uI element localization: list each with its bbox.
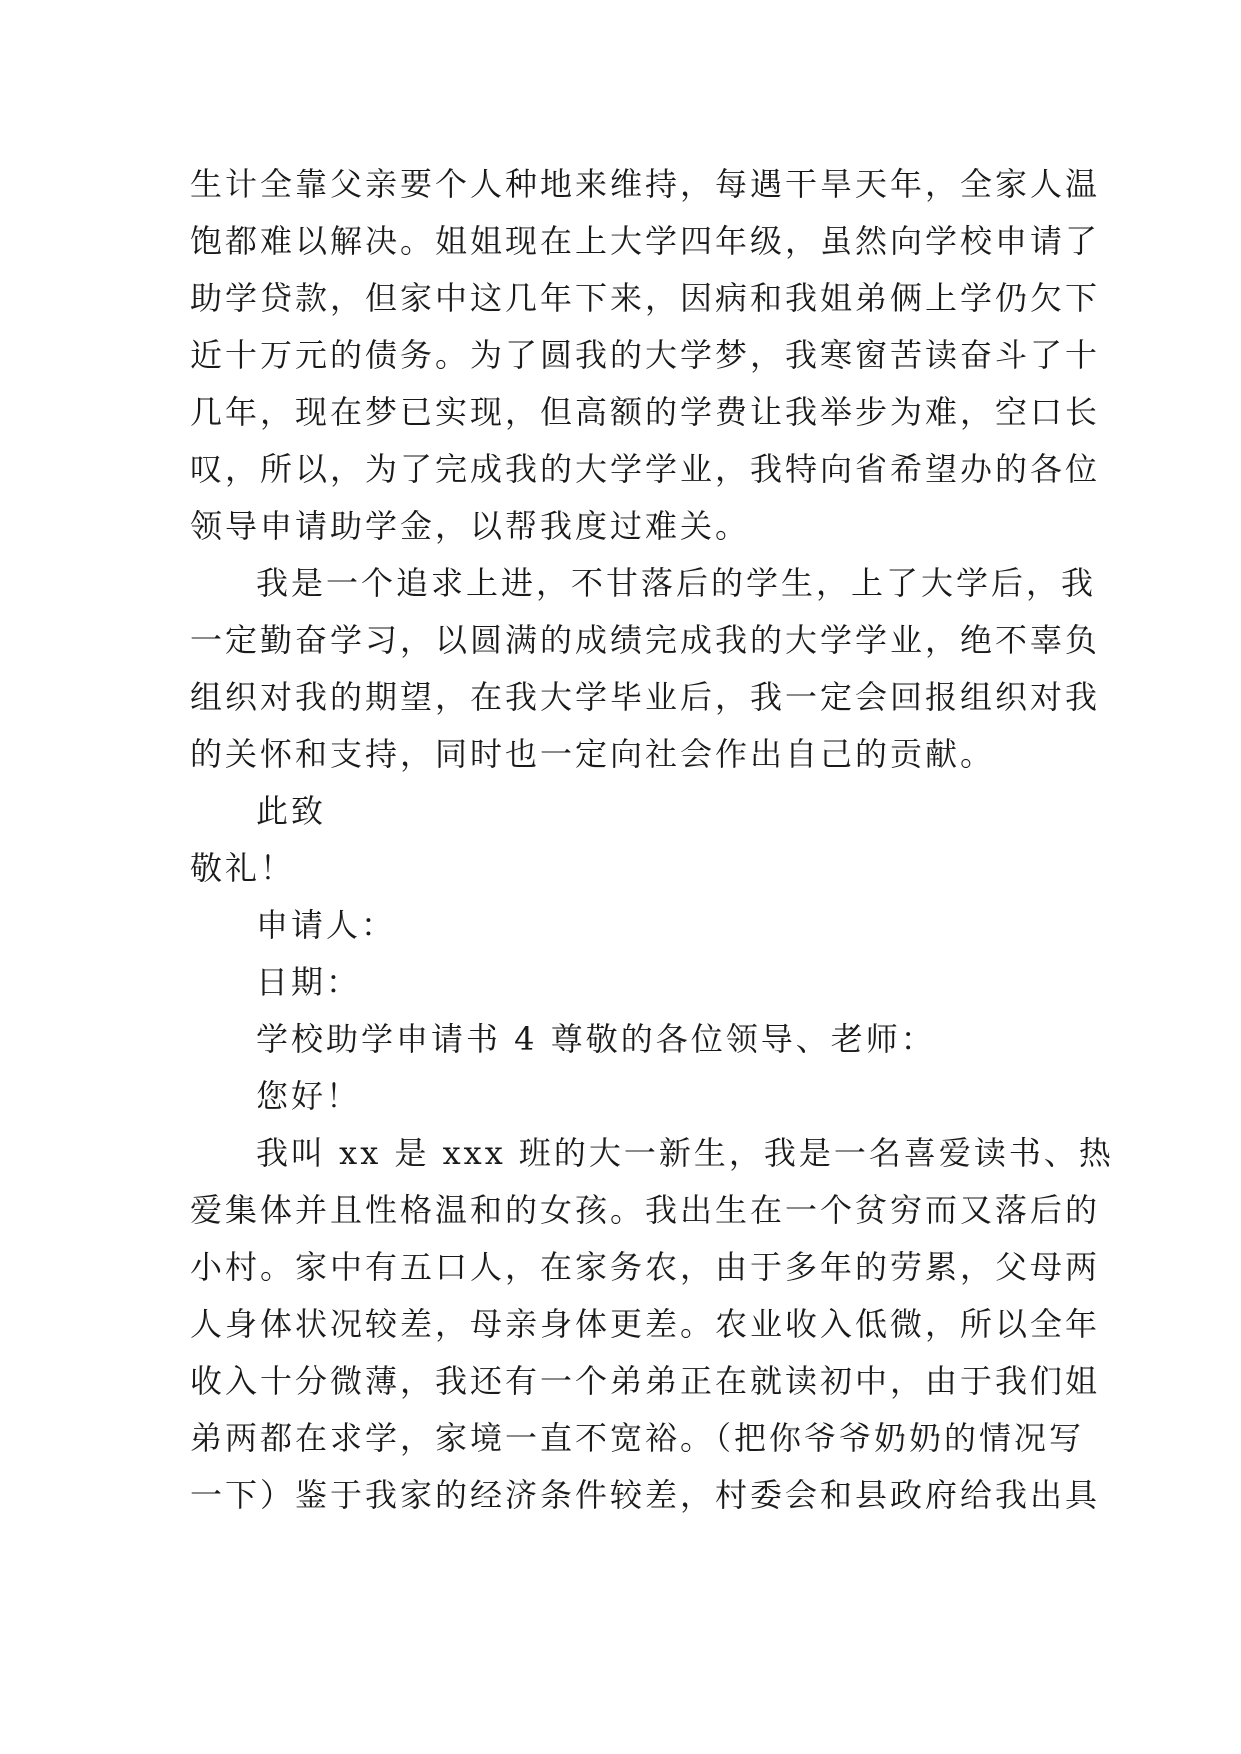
text-line: 爱集体并且性格温和的女孩。我出生在一个贫穷而又落后的: [190, 1191, 1101, 1229]
text-line: 几年，现在梦已实现，但高额的学费让我举步为难，空口长: [190, 393, 1101, 431]
closing-salutation: 此致: [256, 792, 327, 830]
text-line: 我叫 xx 是 xxx 班的大一新生，我是一名喜爱读书、热: [256, 1134, 1114, 1172]
closing-regards: 敬礼！: [190, 849, 296, 887]
text-line: 一定勤奋学习，以圆满的成绩完成我的大学学业，绝不辜负: [190, 621, 1101, 659]
text-line: 一下）鉴于我家的经济条件较差，村委会和县政府给我出具: [190, 1476, 1101, 1514]
text-line: 领导申请助学金，以帮我度过难关。: [190, 507, 751, 545]
text-line: 收入十分微薄，我还有一个弟弟正在就读初中，由于我们姐: [190, 1362, 1101, 1400]
section-heading: 学校助学申请书 4 尊敬的各位领导、老师：: [256, 1020, 936, 1058]
paragraph-self-introduction: [190, 1125, 1114, 1524]
text-line: 生计全靠父亲要个人种地来维持，每遇干旱天年，全家人温: [190, 165, 1101, 203]
paragraph-family-situation: [190, 156, 1101, 555]
paragraph-commitment: [190, 555, 1101, 783]
text-line: 组织对我的期望，在我大学毕业后，我一定会回报组织对我: [190, 678, 1101, 716]
text-line: 人身体状况较差，母亲身体更差。农业收入低微，所以全年: [190, 1305, 1101, 1343]
text-line: 助学贷款，但家中这几年下来，因病和我姐弟俩上学仍欠下: [190, 279, 1101, 317]
text-line: 弟两都在求学，家境一直不宽裕。（把你爷爷奶奶的情况写: [190, 1419, 1085, 1457]
text-line: 饱都难以解决。姐姐现在上大学四年级，虽然向学校申请了: [190, 222, 1101, 260]
text-line: 我是一个追求上进，不甘落后的学生，上了大学后，我: [256, 564, 1097, 602]
text-line: 叹，所以，为了完成我的大学学业，我特向省希望办的各位: [190, 450, 1101, 488]
text-line: 近十万元的债务。为了圆我的大学梦，我寒窗苦读奋斗了十: [190, 336, 1101, 374]
text-line: 小村。家中有五口人，在家务农，由于多年的劳累，父母两: [190, 1248, 1101, 1286]
applicant-label: 申请人：: [256, 906, 397, 944]
document-body: [190, 156, 1114, 1524]
greeting: 您好！: [256, 1077, 362, 1115]
text-line: 的关怀和支持，同时也一定向社会作出自己的贡献。: [190, 735, 996, 773]
date-label: 日期：: [256, 963, 362, 1001]
